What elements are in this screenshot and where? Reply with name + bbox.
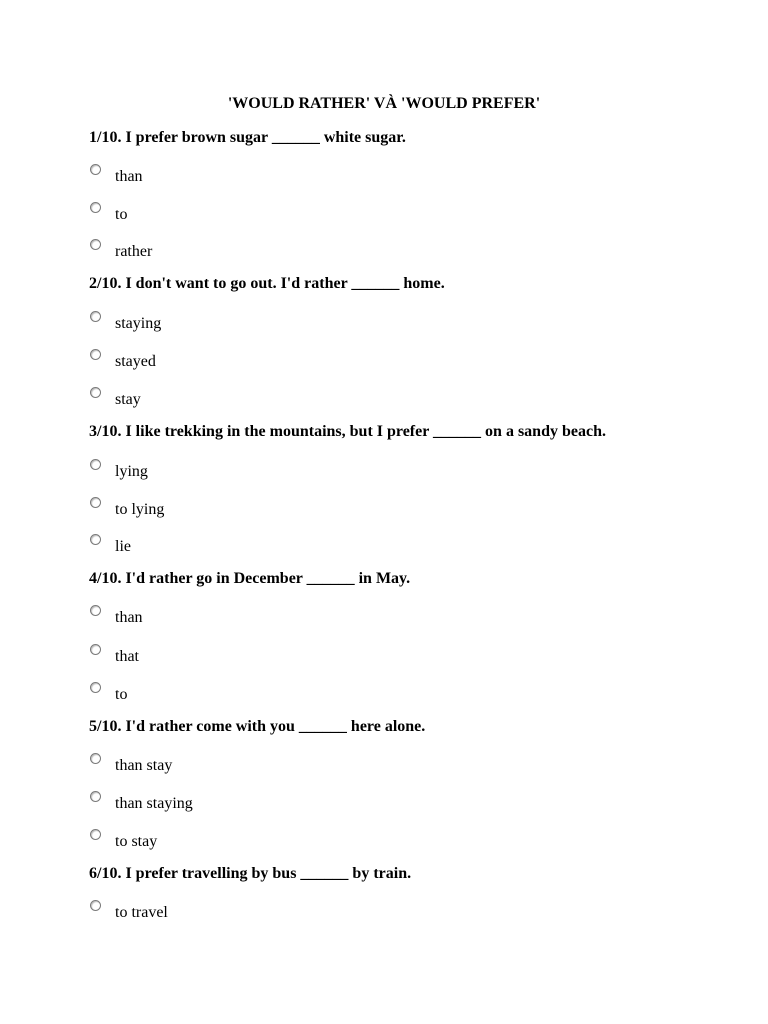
option-label: stayed — [115, 353, 156, 370]
option-label: to — [115, 686, 128, 703]
option-label: stay — [115, 391, 141, 408]
option-label: than staying — [115, 795, 193, 812]
question-3-text: 3/10. I like trekking in the mountains, but I prefer ______ on a sandy beach. — [89, 423, 606, 440]
radio-button-icon[interactable] — [90, 753, 101, 764]
radio-button-icon[interactable] — [90, 829, 101, 840]
radio-button-icon[interactable] — [90, 202, 101, 213]
question-4-text: 4/10. I'd rather go in December ______ in May. — [89, 570, 411, 587]
radio-button-icon[interactable] — [90, 311, 101, 322]
option-label: than — [115, 609, 143, 626]
radio-button-icon[interactable] — [90, 682, 101, 693]
option-label: than stay — [115, 757, 173, 774]
radio-button-icon[interactable] — [90, 387, 101, 398]
radio-button-icon[interactable] — [90, 534, 101, 545]
question-5-text: 5/10. I'd rather come with you ______ here alone. — [89, 718, 426, 735]
question-1-text: 1/10. I prefer brown sugar ______ white sugar. — [89, 129, 406, 146]
option-label: to — [115, 206, 128, 223]
option-label: that — [115, 648, 139, 665]
option-label: to stay — [115, 833, 158, 850]
radio-button-icon[interactable] — [90, 900, 101, 911]
option-label: lying — [115, 463, 148, 480]
quiz-title: 'WOULD RATHER' VÀ 'WOULD PREFER' — [227, 95, 541, 112]
radio-button-icon[interactable] — [90, 497, 101, 508]
radio-button-icon[interactable] — [90, 164, 101, 175]
option-label: rather — [115, 243, 153, 260]
option-label: lie — [115, 538, 131, 555]
option-label: staying — [115, 315, 162, 332]
option-label: than — [115, 168, 143, 185]
radio-button-icon[interactable] — [90, 459, 101, 470]
question-6-text: 6/10. I prefer travelling by bus ______ by train. — [89, 865, 412, 882]
radio-button-icon[interactable] — [90, 349, 101, 360]
radio-button-icon[interactable] — [90, 791, 101, 802]
option-label: to lying — [115, 501, 165, 518]
option-label: to travel — [115, 904, 168, 921]
radio-button-icon[interactable] — [90, 644, 101, 655]
radio-button-icon[interactable] — [90, 605, 101, 616]
question-2-text: 2/10. I don't want to go out. I'd rather ______ home. — [89, 275, 445, 292]
radio-button-icon[interactable] — [90, 239, 101, 250]
